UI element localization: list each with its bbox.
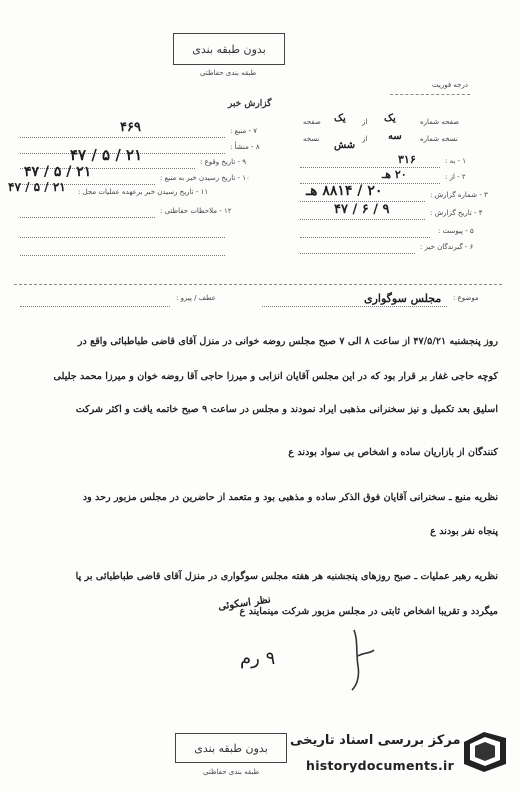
- occurrence-date-value: ۴۷ / ۵ / ۲۱: [70, 146, 143, 164]
- page-total-value: یک: [334, 113, 346, 124]
- source-value: ۴۶۹: [120, 120, 141, 135]
- report-date-label: ۴ - تاریخ گزارش :: [430, 209, 483, 217]
- header-separator: [14, 284, 502, 285]
- subject-label: موضوع :: [453, 294, 479, 302]
- priority-label: درجه فوریت: [432, 81, 468, 89]
- occurrence-date-label: ۹ - تاریخ وقوع :: [200, 158, 246, 166]
- field-from-label: ۲ - از :: [445, 173, 466, 181]
- recipients-line: [300, 253, 415, 254]
- report-number-value: ۲۰ / ۸۸۱۴ هـ: [306, 183, 383, 199]
- subject-line: [262, 306, 447, 307]
- source-line: [20, 137, 225, 138]
- initials-center: ۹ رم: [240, 648, 276, 669]
- body-line-5: نظریه منبع ـ سخنرانی آقایان فوق الذکر ساده و مذهبی بود و متعمد از حاضرین در مجلس مزبور رحد ود: [82, 492, 498, 503]
- report-title: گزارش خبر: [228, 99, 272, 109]
- recipients-label: ۶ - گیرندگان خبر :: [420, 243, 474, 251]
- subject-value: مجلس سوگواری: [364, 292, 442, 305]
- attachment-label: ۵ - پیوست :: [438, 227, 474, 235]
- bottom-classification-label: طبقه بندی حفاظتی: [203, 768, 260, 776]
- page-unit-label: صفحه: [303, 118, 321, 126]
- watermark-url: historydocuments.ir: [306, 758, 455, 773]
- body-line-1: روز پنجشنبه ۴۷/۵/۲۱ از ساعت ۸ الی ۷ صبح مجلس روضه خوانی در منزل آقای قاضی طباطبائی واقع در: [77, 336, 498, 347]
- page-of-label: از: [362, 118, 368, 126]
- signature-note: نظر اسکوئی: [217, 594, 272, 613]
- page-number-label: صفحه شماره: [420, 118, 460, 126]
- source-receipt-date-label: ۱۰ - تاریخ رسیدن خبر به منبع :: [160, 174, 250, 182]
- copy-of-label: از: [362, 135, 368, 143]
- left-blank-line-2: [20, 255, 225, 256]
- classification-label: طبقه بندی حفاظتی: [200, 69, 257, 77]
- body-line-7: نظریه رهبر عملیات ـ صبح روزهای پنجشنبه هر هفته مجلس سوگواری در منزل آقای قاضی طباطبائی بر پا: [75, 571, 498, 582]
- source-receipt-date-value: ۴۷ / ۵ / ۲۱: [24, 164, 92, 180]
- field-to-line: [300, 167, 440, 168]
- watermark-title: مرکز بررسی اسناد تاریخی: [290, 733, 461, 748]
- report-date-value: ۴۷ / ۶ / ۹: [334, 202, 390, 217]
- body-line-2: کوچه حاجی غفار بر قرار بود که در این مجلس آقایان انزابی و میرزا حاجی آقا روضه خوان و میرزا محمد جلیلی: [53, 371, 498, 382]
- reference-label: عطف / پیرو :: [176, 294, 216, 302]
- body-line-3: اسلیق بعد تکمیل و نیز سخنرانی مذهبی ایراد نمودند و مجلس در ساعت ۹ صبح خاتمه یافت و اکثر شرکت: [75, 404, 498, 415]
- body-line-4: کنندگان از بازاریان ساده و اشخاص بی سواد بودند ع: [288, 447, 498, 458]
- body-line-6: پنجاه نفر بودند ع: [430, 526, 498, 537]
- attachment-line: [300, 237, 430, 238]
- body-line-8: میگردد و تقریبا اشخاص ثابتی در مجلس مزبور شرکت مینمایند ع: [239, 606, 498, 617]
- signature-scribble: [340, 626, 380, 692]
- security-remarks-label: ۱۲ - ملاحظات حفاظتی :: [160, 207, 232, 215]
- field-to-value: ۳۱۶: [398, 153, 416, 166]
- left-blank-line-1: [20, 237, 225, 238]
- source-label: ۷ - منبع :: [230, 127, 258, 135]
- page-number-value: یک: [384, 113, 396, 124]
- field-from-value: ۲۰ هـ: [382, 168, 407, 181]
- security-remarks-line: [20, 217, 155, 218]
- origin-label: ۸ - منشأ :: [230, 143, 260, 151]
- copy-number-value: سه: [388, 131, 402, 142]
- bottom-classification-stamp: بدون طبقه بندی: [175, 733, 287, 763]
- archive-logo-icon: [458, 724, 512, 778]
- report-date-line: [300, 219, 425, 220]
- copy-number-label: نسخه شماره: [420, 135, 458, 143]
- operations-receipt-date-label: ۱۱ - تاریخ رسیدن خبر برعهده عملیات محل :: [78, 188, 209, 196]
- reference-line: [20, 306, 170, 307]
- report-number-label: ۳ - شماره گزارش :: [430, 191, 488, 199]
- copy-total-value: شش: [334, 140, 356, 151]
- copy-unit-label: نسخه: [303, 135, 320, 143]
- priority-line: [390, 94, 470, 95]
- top-classification-stamp: بدون طبقه بندی: [173, 33, 285, 65]
- field-to-label: ۱ - به :: [445, 157, 467, 165]
- operations-receipt-date-value: ۴۷ / ۵ / ۲۱: [8, 180, 66, 194]
